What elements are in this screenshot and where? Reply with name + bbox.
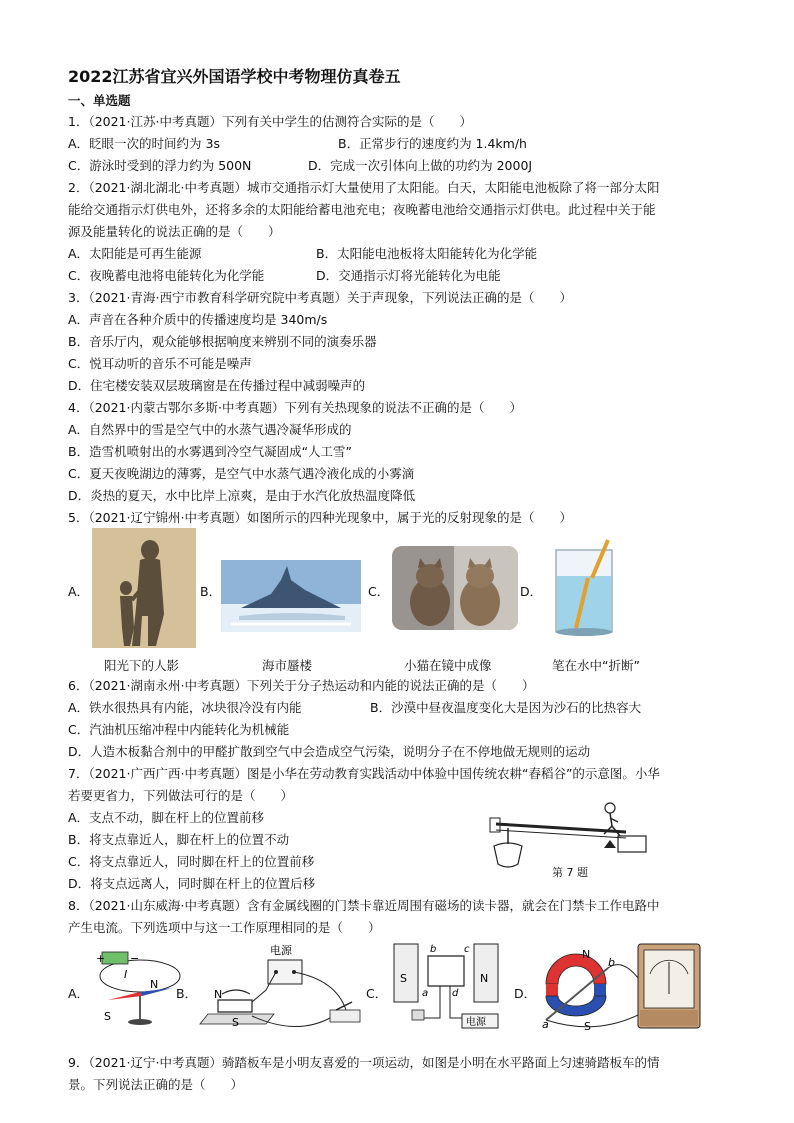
q9-stem-line2: 景。下列说法正确的是（ ） — [68, 1077, 244, 1092]
q8b-north: N — [214, 988, 223, 1001]
q6-stem: 6．（2021·湖南永州·中考真题）下列关于分子热运动和内能的说法正确的是（ ） — [68, 678, 535, 693]
q8c-north: N — [480, 972, 489, 985]
q7-figure-caption: 第 7 题 — [552, 866, 588, 879]
q4-option-a: A．自然界中的雪是空气中的水蒸气遇冷凝华形成的 — [68, 422, 352, 437]
q1-option-b: B．正常步行的速度约为 1.4km/h — [338, 136, 527, 151]
q6-option-a: A．铁水很热具有内能，冰块很冷没有内能 — [68, 700, 302, 715]
q8c-b: b — [430, 944, 437, 955]
q5-photo-mirage — [221, 560, 361, 632]
q8b-power: 电源 — [270, 944, 292, 957]
q8c-south: S — [400, 972, 407, 985]
q8-label-b: B． — [176, 986, 198, 1001]
q7-option-d: D．将支点远离人，同时脚在杆上的位置后移 — [68, 876, 316, 891]
q5-photo-cat — [392, 546, 518, 630]
q2-option-d: D．交通指示灯将光能转化为电能 — [316, 268, 501, 283]
q8d-south: S — [584, 1020, 591, 1033]
q5-photo-pencil — [544, 538, 624, 638]
q2-stem-line1: 2．（2021·湖北湖北·中考真题）城市交通指示灯大量使用了太阳能。白天，太阳能电池板除了将一部分太阳 — [68, 180, 660, 195]
q2-option-c: C．夜晚蓄电池将电能转化为化学能 — [68, 268, 265, 283]
q8-fig-c-generator — [388, 936, 504, 1036]
q7-option-a: A．支点不动，脚在杆上的位置前移 — [68, 810, 265, 825]
q8c-c: c — [464, 944, 470, 955]
q6-option-d: D．人造木板黏合剂中的甲醛扩散到空气中会造成空气污染，说明分子在不停地做无规则的运动 — [68, 744, 591, 759]
q7-stem-line2: 若要更省力，下列做法可行的是（ ） — [68, 788, 294, 803]
q5-stem: 5．（2021·辽宁锦州·中考真题）如图所示的四种光现象中，属于光的反射现象的是（ ） — [68, 510, 572, 525]
q5-caption-b: 海市蜃楼 — [262, 658, 313, 673]
q8-stem-line2: 产生电流。下列选项中与这一工作原理相同的是（ ） — [68, 920, 381, 935]
page-title: 2022江苏省宜兴外国语学校中考物理仿真卷五 — [68, 67, 401, 86]
q8d-b: b — [608, 956, 615, 969]
q8a-south: S — [104, 1010, 111, 1023]
q8-fig-d-galvanometer — [536, 938, 714, 1034]
q8a-north: N — [150, 978, 159, 991]
q5-caption-a: 阳光下的人影 — [104, 658, 180, 673]
q8c-a: a — [422, 988, 429, 999]
q8-label-a: A． — [68, 986, 90, 1001]
q6-option-b: B．沙漠中昼夜温度变化大是因为沙石的比热容大 — [370, 700, 642, 715]
q2-option-b: B．太阳能电池板将太阳能转化为化学能 — [316, 246, 538, 261]
q2-stem-line2: 能给交通指示灯供电外，还将多余的太阳能给蓄电池充电；夜晚蓄电池给交通指示灯供电。此过程中关于能 — [68, 202, 656, 217]
q4-stem: 4．（2021·内蒙古鄂尔多斯·中考真题）下列有关热现象的说法不正确的是（ ） — [68, 400, 522, 415]
q5-label-d: D． — [520, 584, 543, 599]
q8d-a: a — [542, 1018, 549, 1031]
cat-mirror-photo-icon — [392, 546, 518, 630]
section-heading: 一、单选题 — [68, 93, 131, 108]
q8a-plus: + — [96, 952, 106, 965]
q5-caption-c: 小猫在镜中成像 — [404, 658, 492, 673]
q8-fig-b-motor — [196, 940, 366, 1036]
q8-fig-a-current-compass — [88, 948, 184, 1030]
q5-caption-d: 笔在水中“折断” — [552, 658, 640, 673]
q1-stem: 1．（2021·江苏·中考真题）下列有关中学生的估测符合实际的是（ ） — [68, 114, 472, 129]
q8-stem-line1: 8．（2021·山东威海·中考真题）含有金属线圈的门禁卡靠近周围有磁场的读卡器，就会在门禁卡工作电路中 — [68, 898, 660, 913]
q5-photo-shadow — [92, 528, 196, 648]
q7-option-c: C．将支点靠近人，同时脚在杆上的位置前移 — [68, 854, 315, 869]
q2-option-a: A．太阳能是可再生能源 — [68, 246, 202, 261]
pencil-in-glass-icon — [544, 538, 624, 638]
q8-label-c: C． — [366, 986, 388, 1001]
q8b-south: S — [232, 1016, 239, 1029]
q8-label-d: D． — [514, 986, 537, 1001]
q3-option-a: A．声音在各种介质中的传播速度均是 340m/s — [68, 312, 328, 327]
q3-option-b: B．音乐厅内，观众能够根据响度来辨别不同的演奏乐器 — [68, 334, 377, 349]
mirage-photo-icon — [221, 560, 361, 632]
q8a-minus: − — [130, 952, 140, 965]
q5-label-b: B． — [200, 584, 222, 599]
q1-option-a: A．眨眼一次的时间约为 3s — [68, 136, 220, 151]
q4-option-b: B．造雪机喷射出的水雾遇到冷空气凝固成“人工雪” — [68, 444, 353, 459]
q3-option-d: D．住宅楼安装双层玻璃窗是在传播过程中减弱噪声的 — [68, 378, 366, 393]
q3-option-c: C．悦耳动听的音乐不可能是噪声 — [68, 356, 252, 371]
q2-stem-line3: 源及能量转化的说法正确的是（ ） — [68, 224, 281, 239]
q4-option-d: D．炎热的夏天，水中比岸上凉爽，是由于水汽化放热温度降低 — [68, 488, 416, 503]
shadow-photo-icon — [92, 528, 196, 648]
q5-label-c: C． — [368, 584, 390, 599]
q5-label-a: A． — [68, 584, 90, 599]
q8c-power: 电源 — [466, 1017, 486, 1028]
q7-stem-line1: 7．（2021·广西广西·中考真题）图是小华在劳动教育实践活动中体验中国传统农耕“舂稻谷”的示意图。小华 — [68, 766, 660, 781]
q1-option-c: C．游泳时受到的浮力约为 500N — [68, 158, 252, 173]
q8a-current: I — [124, 968, 128, 981]
q1-option-d: D．完成一次引体向上做的功约为 2000J — [308, 158, 533, 173]
q6-option-c: C．汽油机压缩冲程中内能转化为机械能 — [68, 722, 290, 737]
q7-lever-figure — [486, 800, 656, 872]
q8c-d: d — [452, 988, 459, 999]
q7-option-b: B．将支点靠近人，脚在杆上的位置不动 — [68, 832, 290, 847]
q4-option-c: C．夏天夜晚湖边的薄雾，是空气中水蒸气遇冷液化成的小雾滴 — [68, 466, 415, 481]
q3-stem: 3．（2021·青海·西宁市教育科学研究院中考真题）关于声现象，下列说法正确的是（ ） — [68, 290, 572, 305]
q8d-north: N — [582, 948, 591, 961]
q9-stem-line1: 9．（2021·辽宁·中考真题）骑踏板车是小明友喜爱的一项运动，如图是小明在水平路面上匀速骑踏板车的情 — [68, 1055, 660, 1070]
